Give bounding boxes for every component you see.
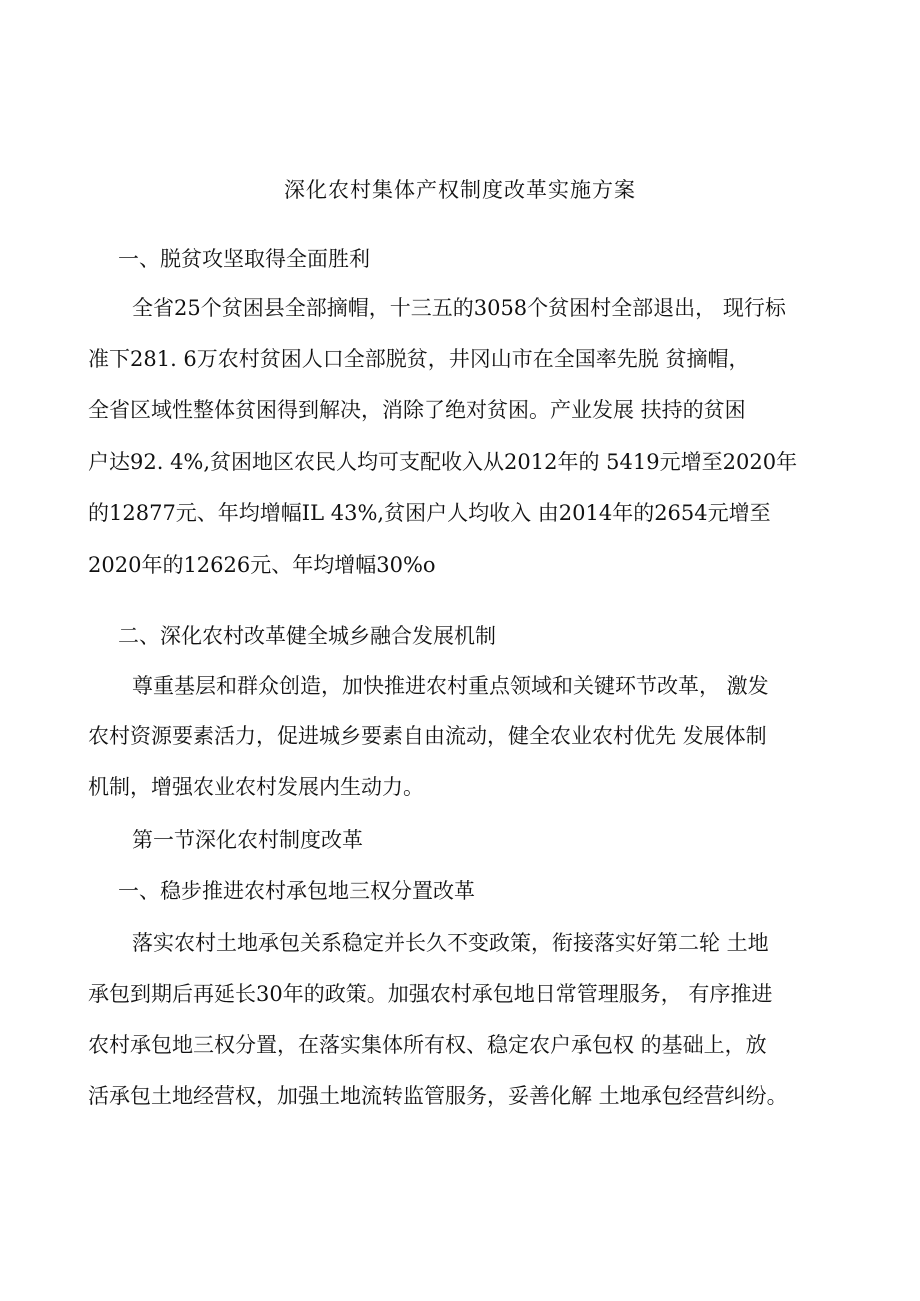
section-heading: 二、深化农村改革健全城乡融合发展机制 — [118, 624, 496, 648]
paragraph-line: 的12877元、年均增幅IL 43%,贫困户人均收入 由2014年的2654元增至 — [88, 501, 771, 525]
paragraph-line: 落实农村土地承包关系稳定并长久不变政策，衔接落实好第二轮 土地 — [132, 931, 769, 955]
subsection-heading: 一、稳步推进农村承包地三权分置改革 — [118, 879, 475, 903]
chapter-heading: 第一节深化农村制度改革 — [132, 828, 363, 852]
paragraph-line: 农村资源要素活力，促进城乡要素自由流动，健全农业农村优先 发展体制 — [88, 724, 767, 748]
paragraph-line: 尊重基层和群众创造，加快推进农村重点领域和关键环节改革， 激发 — [132, 674, 769, 698]
paragraph-line: 承包到期后再延长30年的政策。加强农村承包地日常管理服务， 有序推进 — [88, 982, 773, 1006]
paragraph-line: 活承包土地经营权，加强土地流转监管服务，妥善化解 土地承包经营纠纷。 — [88, 1084, 788, 1108]
paragraph-line: 2020年的12626元、年均增幅30%o — [88, 553, 436, 577]
paragraph-line: 机制，增强农业农村发展内生动力。 — [88, 775, 424, 799]
document-title: 深化农村集体产权制度改革实施方案 — [284, 178, 636, 202]
paragraph-line: 全省区域性整体贫困得到解决，消除了绝对贫困。产业发展 扶持的贫困 — [88, 398, 746, 422]
section-heading: 一、脱贫攻坚取得全面胜利 — [118, 247, 370, 271]
paragraph-line: 全省25个贫困县全部摘帽，十三五的3058个贫困村全部退出， 现行标 — [132, 296, 786, 320]
paragraph-line: 准下281. 6万农村贫困人口全部脱贫，井冈山市在全国率先脱 贫摘帽， — [88, 347, 750, 371]
paragraph-line: 农村承包地三权分置，在落实集体所有权、稳定农户承包权 的基础上，放 — [88, 1033, 767, 1057]
paragraph-line: 户达92. 4%,贫困地区农民人均可支配收入从2012年的 5419元增至2020年 — [88, 450, 798, 474]
